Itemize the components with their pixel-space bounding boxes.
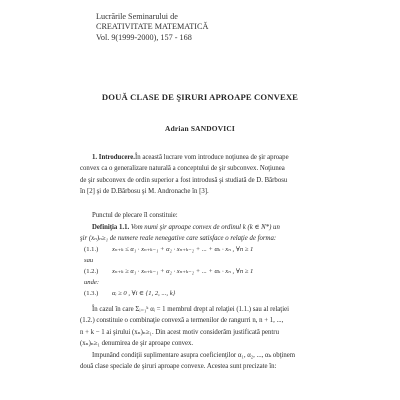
journal-volume-line: Vol. 9(1999-2000), 157 - 168 xyxy=(96,32,192,42)
equation-1-1 xyxy=(84,244,253,255)
equation-body: xₙ₊ₖ ≤ α₁ · xₙ₊ₖ₋₁ + α₂ · xₙ₊ₖ₋₂ + ... + αₖ · xₙ , ∀n ≥ 1 xyxy=(112,246,254,253)
intro-line: convex ca o generalizare naturală a conceptului de şir subconvex. Noţiunea xyxy=(80,165,285,173)
case-line: n + k − 1 ai şirului (xₙ)ₙ≥₁. Din acest motiv considerăm justificată pentru xyxy=(80,328,279,336)
case-line: În cazul în care Σᵢ₌₁ᵏ αᵢ = 1 membrul drept al relaţiei (1.1.) sau al relaţiei xyxy=(92,306,289,313)
final-paragraph xyxy=(80,350,356,373)
equation-body: αᵢ ≥ 0 , ∀i ∈ {1, 2, ..., k} xyxy=(112,290,176,297)
case-line: (1.2.) constituie o combinaţie convexă a termenilor de rangurri n, n + 1, ..., xyxy=(80,317,284,325)
introduction-paragraph xyxy=(80,152,356,198)
journal-name-line: CREATIVITATE MATEMATICĂ xyxy=(96,22,209,32)
case-line: (xₙ)ₙ≥₁ denumirea de şir aproape convex. xyxy=(80,340,194,348)
definition-line: şir (xₙ)ₙ≥₁ de numere reale nenegative care satisface o relaţie de forma: xyxy=(80,235,277,243)
intro-line xyxy=(80,152,356,163)
journal-name-line: Lucrările Seminarului de xyxy=(96,12,178,21)
equation-1-2 xyxy=(84,266,253,277)
or-word: sau xyxy=(84,257,94,264)
definition-line xyxy=(80,222,360,233)
paper-title: DOUĂ CLASE DE ŞIRURI APROAPE CONVEXE xyxy=(101,92,299,102)
equation-tag: (1.2.) xyxy=(84,268,99,275)
equation-1-3 xyxy=(84,288,175,299)
equation-body: xₙ₊ₖ ≥ α₁ · xₙ₊ₖ₋₁ + α₂ · xₙ₊ₖ₋₂ + ... + αₖ · xₙ , ∀n ≥ 1 xyxy=(112,268,254,275)
equation-tag: (1.3.) xyxy=(84,290,99,297)
intro-line: de şir subconvex de ordin superior a fost introdusă şi studiată de D. Bărbosu xyxy=(80,176,288,184)
where-word: unde: xyxy=(84,279,100,286)
equation-tag: (1.1.) xyxy=(84,246,99,253)
intro-line: în [2] şi de D.Bărbosu şi M. Andronache în [3]. xyxy=(80,188,209,196)
final-line: două clase speciale de şiruri aproape convexe. Acestea sunt precizate în: xyxy=(80,363,277,371)
intro-text: În această lucrare vom introduce noţiunea de şir aproape xyxy=(134,154,289,161)
definition-text: Vom numi şir aproape convex de ordinul k (k ∈ N*) un xyxy=(130,224,280,231)
case-paragraph xyxy=(80,304,356,350)
journal-header xyxy=(96,12,208,43)
definition-block xyxy=(80,222,360,244)
starting-point-text: Punctul de plecare îl constituie: xyxy=(92,212,178,219)
final-line: Impunând condiţii suplimentare asupra coeficienţilor α₁, α₂, ..., αₖ obţinem xyxy=(92,352,296,359)
intro-heading: 1. Introducere. xyxy=(92,154,135,161)
definition-label: Definiţia 1.1. xyxy=(92,224,130,231)
paper-author: Adrian SANDOVICI xyxy=(165,124,235,133)
